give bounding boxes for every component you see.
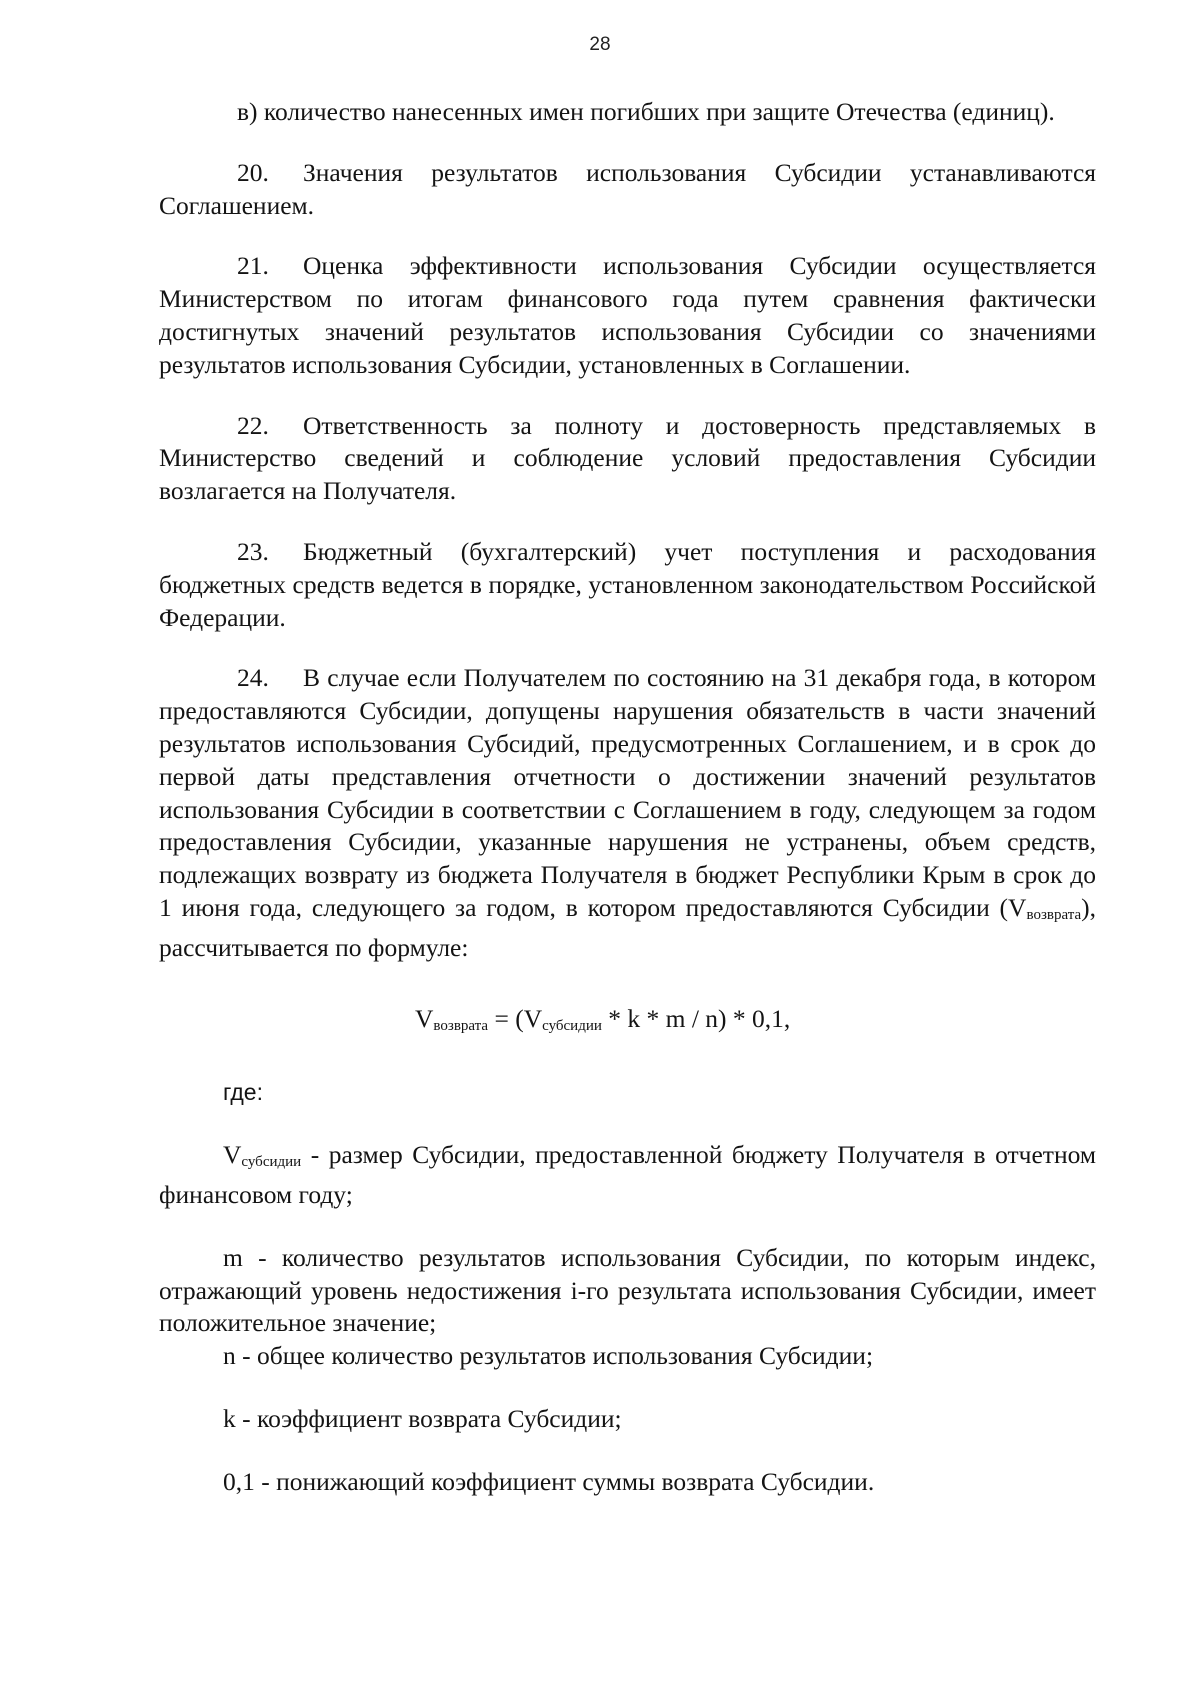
definition-k: k - коэффициент возврата Субсидии; bbox=[223, 1403, 622, 1433]
paragraph-20 bbox=[159, 157, 1096, 223]
formula-eq: = (V bbox=[488, 1003, 543, 1033]
formula-v: V bbox=[415, 1003, 434, 1033]
formula-vs-subscript: субсидии bbox=[542, 1017, 602, 1034]
definition-vsubsidy bbox=[159, 1139, 1096, 1212]
definition-coefficient: 0,1 - понижающий коэффициент суммы возврата Субсидии. bbox=[223, 1466, 875, 1496]
paragraph-number: 24. bbox=[237, 663, 269, 693]
paragraph-22 bbox=[159, 410, 1096, 508]
document-body bbox=[159, 96, 1096, 1499]
formula-rest: * k * m / n) * 0,1, bbox=[601, 1003, 791, 1033]
definition-text: - размер Субсидии, предоставленной бюджету Получателя в отчетном финансовом году; bbox=[159, 1140, 1096, 1209]
paragraph-text: Бюджетный (бухгалтерский) учет поступления и расходования бюджетных средств ведется в порядке, установленном законодательством Российской Федерации. bbox=[159, 536, 1096, 632]
paragraph-number: 21. bbox=[237, 251, 269, 281]
definitions bbox=[159, 1139, 1096, 1498]
paragraph-text: Значения результатов использования Субсидии устанавливаются Соглашением. bbox=[159, 157, 1096, 220]
definition-m: m - количество результатов использования Субсидии, по которым индекс, отражающий уровень недостижения i-го результата использования Субсидии, имеет положительное значение; bbox=[159, 1242, 1096, 1338]
page-number: 28 bbox=[589, 34, 611, 55]
definition-symbol: V bbox=[223, 1140, 242, 1170]
paragraph-23 bbox=[159, 536, 1096, 634]
paragraph-21 bbox=[159, 250, 1096, 381]
paragraph-text: Оценка эффективности использования Субсидии осуществляется Министерством по итогам финансового года путем сравнения фактически достигнутых значений результатов использования Субсидии со значениями результатов использования Субсидии, установленных в Соглашении. bbox=[159, 251, 1096, 379]
formula-v-subscript: возврата bbox=[433, 1017, 489, 1034]
return-formula bbox=[415, 1003, 1096, 1043]
paragraph-number: 20. bbox=[237, 157, 269, 187]
paragraph-number: 22. bbox=[237, 410, 269, 440]
paragraph-number: 23. bbox=[237, 536, 269, 566]
paragraph-text-tail: ), рассчитывается по формуле: bbox=[159, 892, 1096, 962]
paragraph-text: Ответственность за полноту и достоверность представляемых в Министерство сведений и соблюдение условий предоставления Субсидии возлагается на Получателя. bbox=[159, 410, 1096, 506]
paragraph-24 bbox=[159, 662, 1096, 964]
definition-n: n - общее количество результатов использования Субсидии; bbox=[223, 1341, 874, 1371]
paragraph-text: В случае если Получателем по состоянию на 31 декабря года, в котором предоставляются Субсидии, допущены нарушения обязательств в части значений результатов использования Субсидий, предусмотренных Соглашением, и в срок до первой даты представления отчетности о достижении значений результатов использования Субсидии в соответствии с Соглашением в году, следующем за годом предоставления Субсидии, указанные нарушения не устранены, объем средств, подлежащих возврату из бюджета Получателя в бюджет Республики Крым в срок до 1 июня года, следующего за годом, в котором предоставляются Субсидии (V bbox=[159, 663, 1096, 922]
definition-subscript: субсидии bbox=[241, 1154, 302, 1171]
subscript-return: возврата bbox=[1026, 906, 1082, 923]
paragraph-19v: в) количество нанесенных имен погибших при защите Отечества (единиц). bbox=[237, 97, 1055, 126]
where-label: где: bbox=[223, 1079, 263, 1106]
